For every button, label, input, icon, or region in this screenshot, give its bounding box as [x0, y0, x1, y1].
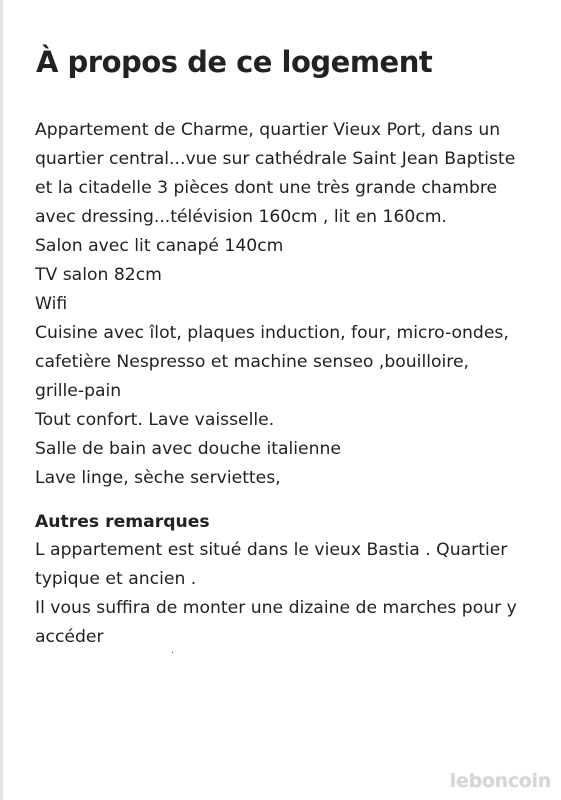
listing-description — [35, 116, 545, 493]
remarks-line: typique et ancien . — [35, 569, 197, 589]
stray-dot — [172, 652, 173, 653]
remarks-text — [35, 536, 545, 652]
description-line: avec dressing...télévision 160cm , lit en 160cm. — [35, 207, 447, 227]
description-line: Lave linge, sèche serviettes, — [35, 468, 281, 488]
remarks-line: L appartement est situé dans le vieux Bastia . Quartier — [35, 540, 508, 560]
description-line: Tout confort. Lave vaisselle. — [35, 410, 275, 430]
leboncoin-watermark: leboncoin — [449, 770, 551, 792]
description-line: et la citadelle 3 pièces dont une très grande chambre — [35, 178, 498, 198]
description-line: Cuisine avec îlot, plaques induction, four, micro-ondes, — [35, 323, 509, 343]
page-left-edge — [0, 0, 3, 800]
description-line: Wifi — [35, 294, 68, 314]
description-line: Salle de bain avec douche italienne — [35, 439, 341, 459]
description-line: TV salon 82cm — [35, 265, 162, 285]
page-title: À propos de ce logement — [36, 45, 433, 79]
description-line: grille-pain — [35, 381, 122, 401]
description-line: cafetière Nespresso et machine senseo ,bouilloire, — [35, 352, 470, 372]
description-line: quartier central...vue sur cathédrale Saint Jean Baptiste — [35, 149, 516, 169]
remarks-heading: Autres remarques — [35, 512, 210, 532]
remarks-line: accéder — [35, 627, 104, 647]
remarks-line: Il vous suffira de monter une dizaine de marches pour y — [35, 598, 517, 618]
description-line: Salon avec lit canapé 140cm — [35, 236, 284, 256]
description-line: Appartement de Charme, quartier Vieux Port, dans un — [35, 120, 501, 140]
